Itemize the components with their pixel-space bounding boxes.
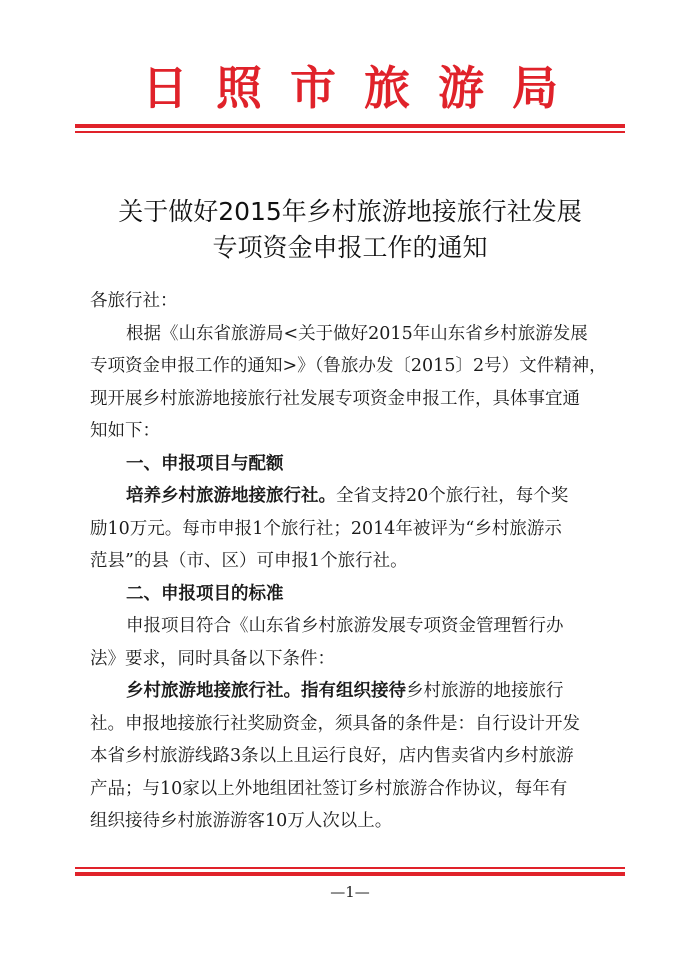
paragraph-line: 产品；与10家以上外地组团社签订乡村旅游合作协议，每年有 [90, 778, 568, 799]
document-title-line-1: 关于做好2015年乡村旅游地接旅行社发展 [118, 197, 582, 226]
letterhead-char: 市 [290, 61, 336, 115]
paragraph-line: 励10万元。每市申报1个旅行社；2014年被评为“乡村旅游示 [90, 518, 562, 539]
footer-rule-thin [75, 867, 625, 869]
paragraph-line: 知如下： [90, 421, 160, 441]
paragraph-line: 现开展乡村旅游地接旅行社发展专项资金申报工作，具体事宜通 [90, 388, 580, 409]
letterhead-char: 日 [142, 61, 188, 115]
section-heading-2: 二、申报项目的标准 [126, 583, 284, 604]
paragraph-line: 法》要求，同时具备以下条件： [90, 648, 335, 669]
paragraph-line: 申报项目符合《山东省乡村旅游发展专项资金管理暂行办 [126, 616, 564, 636]
paragraph-line [90, 675, 630, 708]
header-rule-thin [75, 131, 625, 133]
salutation: 各旅行社： [90, 291, 178, 311]
letterhead-char: 游 [438, 61, 484, 115]
document-title-line-2: 专项资金申报工作的通知 [212, 233, 488, 262]
paragraph-line: 根据《山东省旅游局<关于做好2015年山东省乡村旅游发展 [126, 323, 588, 344]
letterhead-char: 局 [512, 61, 558, 115]
bold-lead: 乡村旅游地接旅行社。指有组织接待 [126, 681, 406, 701]
paragraph-text: 乡村旅游的地接旅行 [406, 681, 564, 701]
document-body [90, 285, 630, 838]
bold-lead: 培养乡村旅游地接旅行社。 [126, 486, 336, 506]
header-rule-thick [75, 124, 625, 128]
letterhead [0, 50, 700, 120]
paragraph-line: 专项资金申报工作的通知>》（鲁旅办发〔2015〕2号）文件精神， [90, 356, 607, 376]
footer-rule-thick [75, 872, 625, 876]
paragraph-line: 组织接待乡村旅游游客10万人次以上。 [90, 811, 393, 831]
paragraph-line [90, 480, 630, 513]
section-heading-1: 一、申报项目与配额 [126, 453, 284, 474]
letterhead-char: 旅 [364, 61, 410, 115]
paragraph-line: 本省乡村旅游线路3条以上且运行良好，店内售卖省内乡村旅游 [90, 746, 574, 766]
letterhead-char: 照 [216, 61, 262, 115]
paragraph-line: 范县”的县（市、区）可申报1个旅行社。 [90, 551, 408, 571]
page-number: —1— [330, 883, 370, 901]
paragraph-text: 全省支持20个旅行社，每个奖 [336, 486, 569, 506]
paragraph-line: 社。申报地接旅行社奖励资金，须具备的条件是：自行设计开发 [90, 713, 580, 734]
